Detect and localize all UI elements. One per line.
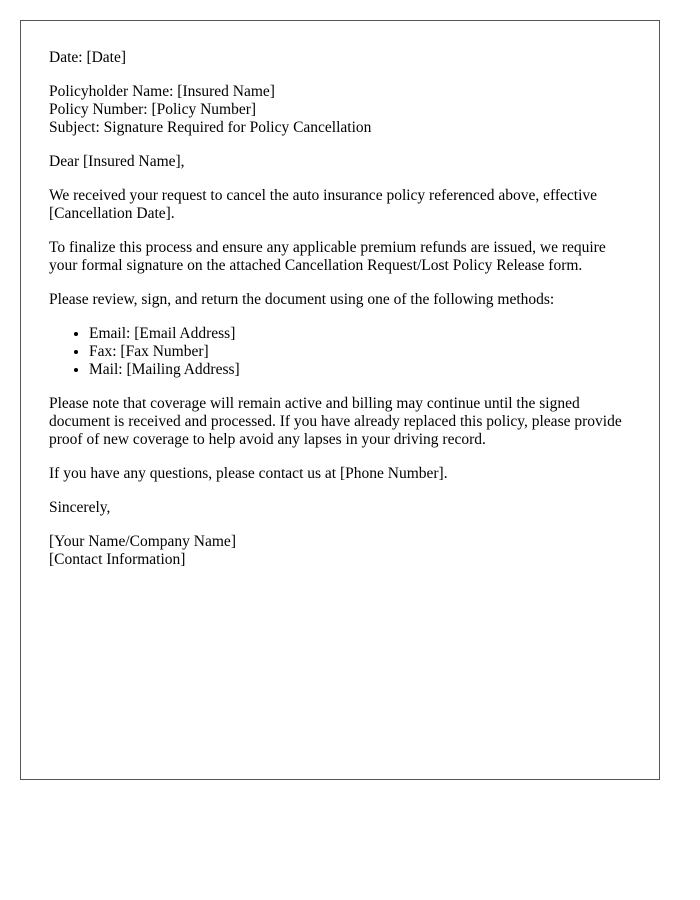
paragraph-signature-required: To finalize this process and ensure any applicable premium refunds are issued, we require your formal signature on the attached Cancellation Request/Lost Policy Release form. <box>49 239 606 274</box>
list-item-email: • Email: [Email Address] <box>89 325 631 343</box>
signature-name: [Your Name/Company Name] <box>49 533 236 550</box>
paragraph-coverage-note: Please note that coverage will remain active and billing may continue until the signed document is received and processed. If you have already replaced this policy, please provide proof of new coverage to help avoid any lapses in your driving record. <box>49 395 622 448</box>
header-block <box>49 83 631 137</box>
paragraph-return-methods: Please review, sign, and return the document using one of the following methods: <box>49 291 555 308</box>
paragraph-request-received: We received your request to cancel the auto insurance policy referenced above, effective [Cancellation Date]. <box>49 187 598 222</box>
list-item-fax: • Fax: [Fax Number] <box>89 343 631 361</box>
list-item-mail: • Mail: [Mailing Address] <box>89 361 631 379</box>
signature-contact: [Contact Information] <box>49 551 186 568</box>
subject-line: Subject: Signature Required for Policy Cancellation <box>49 119 372 136</box>
salutation: Dear [Insured Name], <box>49 153 185 170</box>
letter-document <box>20 20 660 780</box>
policyholder-name-line: Policyholder Name: [Insured Name] <box>49 83 275 100</box>
return-methods-list <box>49 325 631 379</box>
closing: Sincerely, <box>49 499 111 516</box>
paragraph-contact: If you have any questions, please contact us at [Phone Number]. <box>49 465 448 482</box>
date-line: Date: [Date] <box>49 49 127 66</box>
policy-number-line: Policy Number: [Policy Number] <box>49 101 257 118</box>
signature-block <box>49 533 631 569</box>
